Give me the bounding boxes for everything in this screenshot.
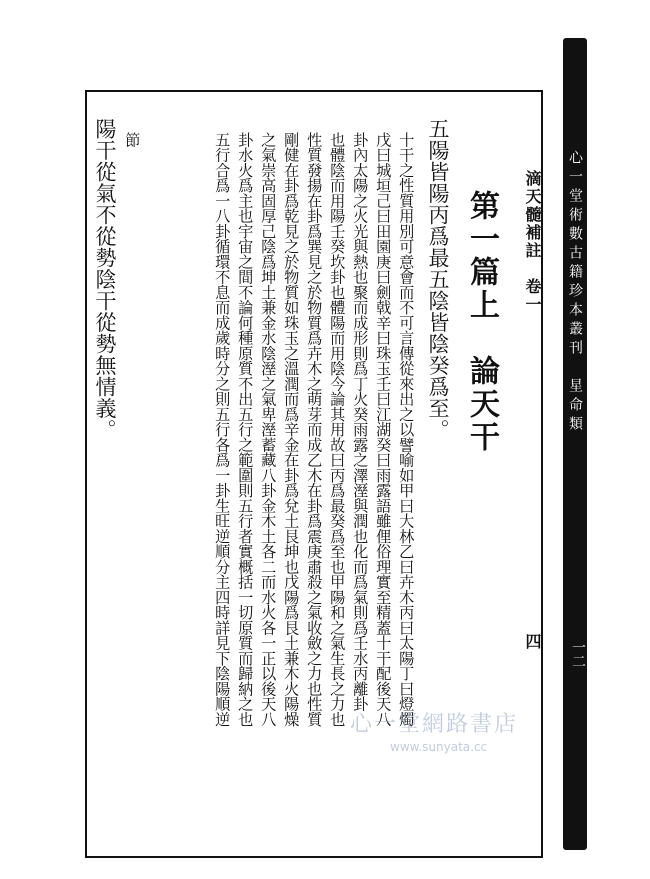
- commentary-line: 五行合爲一八卦循環不息而成歲時分之則五行各爲一卦生旺逆順分主四時詳見下陰陽順逆: [213, 132, 232, 727]
- page-number: 四: [523, 633, 542, 649]
- commentary-line: 剛健在卦爲乾見之於物質如珠玉之溫潤而爲辛金在卦爲兌土艮坤也戊陽爲艮土兼木火陽燥: [282, 132, 301, 727]
- verse-line: 五陽皆陽丙爲最五陰皆陰癸爲至。: [426, 118, 450, 441]
- commentary-line: 卦水火爲主也宇宙之間不論何種原質不出五行之範圍則五行者實概括一切原質而歸納之也: [236, 132, 255, 727]
- commentary-line: 性質發揚在卦爲巽見之於物質爲卉木之萌芽而成乙木在卦爲震庚肅殺之氣收斂之力也性質: [305, 132, 324, 727]
- commentary-line: 戊曰城垣己曰田園庚曰劍戟辛曰珠玉壬曰江湖癸曰雨露語雖俚俗理實至精蓋十干配後天八: [374, 132, 393, 727]
- watermark: [350, 707, 518, 754]
- commentary-line: 之氣崇高固厚己陰爲坤土兼金水陰溼之氣卑溼蓄藏八卦金木土各二而水火各一正以後天八: [259, 132, 278, 727]
- chapter-title: 第一篇上 論天干: [464, 190, 499, 454]
- spine-page-number: 一二: [570, 640, 586, 668]
- commentary-line: 也體陰而用陽壬癸坎卦也體陽而用陰今論其用故曰丙爲最癸爲至也甲陽和之氣生長之力也: [328, 132, 347, 727]
- commentary-line: 十干之性質用別可意會而不可言傳從來出之以譬喻如甲曰大林乙曰卉木丙曰太陽丁曰燈燭: [397, 132, 416, 727]
- watermark-url: www.sunyata.cc: [390, 740, 488, 754]
- watermark-title: 心一堂網路書店: [350, 712, 519, 737]
- running-head: 滴天髓補註 卷一: [523, 170, 542, 314]
- spine-series-title: 心一堂術數古籍珍本叢刊 星命類: [567, 150, 583, 435]
- verse-line: 陽干從氣不從勢陰干從勢無情義。: [93, 118, 117, 441]
- commentary-line: 卦內太陽之火光與熱也聚而成形則爲丁火癸雨露之澤溼與潤也化而爲氣則爲壬水丙離卦: [351, 132, 370, 712]
- commentary-line: 節: [123, 132, 142, 148]
